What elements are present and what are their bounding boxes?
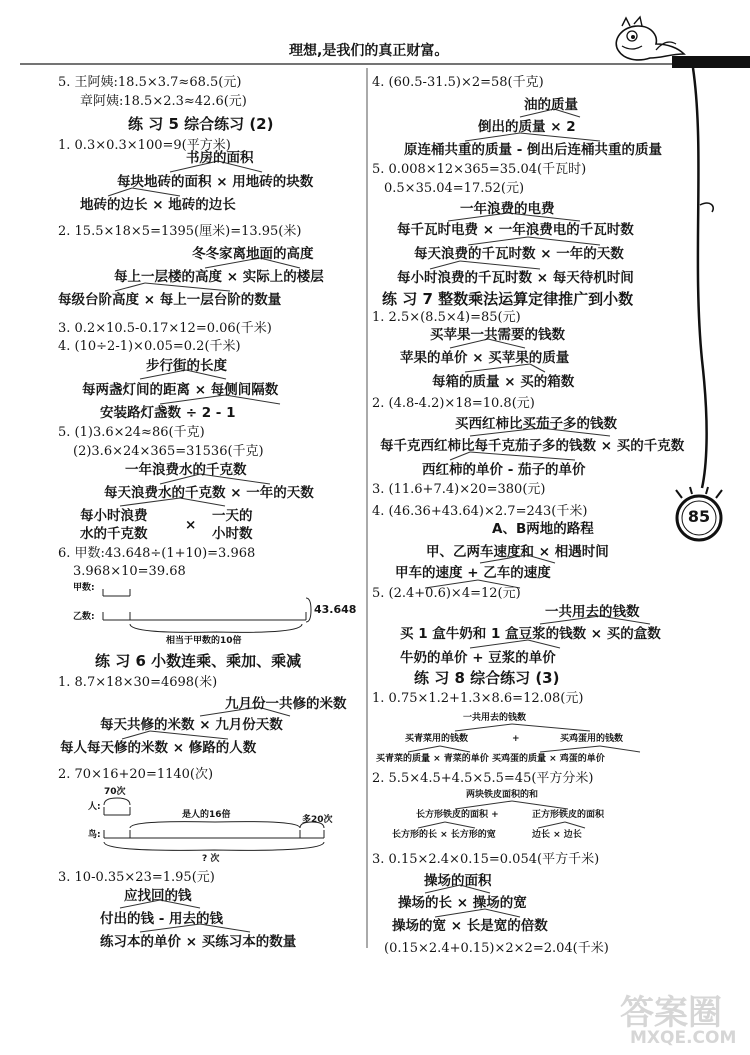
- s8-q1-diagram-plus: +: [512, 734, 520, 744]
- s5-q5-diagram-right-b: 小时数: [212, 526, 253, 542]
- s8-q3-diagram-bottom: 操场的宽 × 长是宽的倍数: [392, 918, 548, 934]
- s7-q2-diagram-bottom: 西红柿的单价 - 茄子的单价: [422, 462, 586, 478]
- s8-q3-diagram-top: 操场的面积: [424, 873, 492, 889]
- s5-q6-yi-label: 乙数:: [73, 612, 95, 622]
- section-8-title: 练 习 8 综合练习 (3): [414, 669, 560, 687]
- s8-q3-diagram-mid: 操场的长 × 操场的宽: [398, 895, 527, 911]
- s6-q1-diagram-top: 九月份一共修的米数: [225, 696, 347, 712]
- s6-q3-equation: 3. 10-0.35×23=1.95(元): [58, 870, 215, 885]
- s5-q2-diagram-mid: 每上一层楼的高度 × 实际上的楼层: [114, 269, 324, 285]
- s6-q1-equation: 1. 8.7×18×30=4698(米): [58, 675, 218, 690]
- s6-q2-16-times: 是人的16倍: [182, 810, 231, 820]
- s8-q3-final-equation: (0.15×2.4+0.15)×2×2=2.04(千米): [384, 941, 609, 956]
- s7-q4-equation: 4. (46.36+43.64)×2.7=243(千米): [372, 504, 588, 519]
- s8-q2-diagram-bottom-a: 长方形的长 × 长方形的宽: [392, 830, 496, 840]
- r-q5-diagram-2: 每千瓦时电费 × 一年浪费电的千瓦时数: [397, 222, 634, 238]
- s7-q2-diagram-top: 买西红柿比买茄子多的钱数: [455, 416, 617, 432]
- s5-q1-diagram-top: 书房的面积: [186, 150, 254, 166]
- s6-q2-niao-label: 鸟:: [88, 830, 101, 840]
- s5-q1-diagram-mid: 每块地砖的面积 × 用地砖的块数: [117, 174, 314, 190]
- section-5-title: 练 习 5 综合练习 (2): [128, 115, 274, 133]
- s7-q4-diagram-mid: 甲、乙两车速度和 × 相遇时间: [426, 544, 609, 560]
- s5-q5-diagram-left-b: 水的千克数: [80, 526, 148, 542]
- s5-q4-diagram-bottom: 安装路灯盏数 ÷ 2 - 1: [100, 405, 236, 421]
- s7-q1-diagram-top: 买苹果一共需要的钱数: [430, 327, 565, 343]
- r-q4-equation: 4. (60.5-31.5)×2=58(千克): [372, 75, 544, 90]
- s8-q1-diagram-top: 一共用去的钱数: [463, 713, 527, 723]
- s8-q1-equation: 1. 0.75×1.2+1.3×8.6=12.08(元): [372, 691, 584, 706]
- s5-q6-jia-label: 甲数:: [73, 583, 95, 593]
- s8-q2-diagram-mid-b: 正方形铁皮的面积: [532, 810, 605, 820]
- s8-q2-diagram-bottom-b: 边长 × 边长: [532, 830, 582, 840]
- s5-q5-part1: 5. (1)3.6×24≈86(千克): [58, 425, 205, 440]
- r-q4-diagram-top: 油的质量: [524, 97, 578, 113]
- s5-q5-diagram-left-a: 每小时浪费: [80, 508, 148, 524]
- s5-q2-equation: 2. 15.5×18×5=1395(厘米)=13.95(米): [58, 224, 302, 239]
- left-q5-line2: 章阿姨:18.5×2.3≈42.6(元): [80, 94, 247, 109]
- s6-q2-question: ? 次: [202, 854, 220, 864]
- section-7-title: 练 习 7 整数乘法运算定律推广到小数: [382, 290, 634, 308]
- s5-q4-diagram-top: 步行街的长度: [146, 358, 227, 374]
- s6-q2-equation: 2. 70×16+20=1140(次): [58, 767, 214, 782]
- s6-q1-diagram-bottom: 每人每天修的米数 × 修路的人数: [60, 740, 257, 756]
- s5-q4-diagram-mid: 每两盏灯间的距离 × 每侧间隔数: [82, 382, 279, 398]
- s5-q5-diagram-top: 一年浪费水的千克数: [125, 462, 247, 478]
- s5-q3-equation: 3. 0.2×10.5-0.17×12=0.06(千米): [58, 321, 272, 336]
- s7-q5-diagram-mid: 买 1 盒牛奶和 1 盒豆浆的钱数 × 买的盒数: [400, 626, 661, 642]
- r-q4-diagram-bottom: 原连桶共重的质量 - 倒出后连桶共重的质量: [404, 142, 663, 158]
- s7-q2-diagram-mid: 每千克西红柿比每千克茄子多的钱数 × 买的千克数: [380, 438, 685, 454]
- s7-q4-diagram-bottom: 甲车的速度 + 乙车的速度: [395, 565, 551, 581]
- s5-q1-diagram-bottom: 地砖的边长 × 地砖的边长: [80, 197, 236, 213]
- s7-q5-equation: 5. (2.4+0.6)×4=12(元): [372, 586, 521, 601]
- r-q4-diagram-mid: 倒出的质量 × 2: [478, 119, 576, 135]
- s7-q1-equation: 1. 2.5×(8.5×4)=85(元): [372, 310, 521, 325]
- s6-q3-diagram-top: 应找回的钱: [124, 888, 192, 904]
- left-q5-line1: 5. 王阿姨:18.5×3.7≈68.5(元): [58, 75, 242, 90]
- r-q5-diagram-3: 每天浪费的千瓦时数 × 一年的天数: [414, 246, 624, 262]
- s5-q2-diagram-bottom: 每级台阶高度 × 每上一层台阶的数量: [58, 292, 282, 308]
- s5-q6-equation-b: 3.968×10=39.68: [73, 564, 186, 579]
- dragon-mascot-icon: [608, 14, 688, 64]
- s5-q4-equation: 4. (10÷2-1)×0.05=0.2(千米): [58, 339, 241, 354]
- s8-q2-equation: 2. 5.5×4.5+4.5×5.5=45(平方分米): [372, 771, 594, 786]
- s7-q2-equation: 2. (4.8-4.2)×18=10.8(元): [372, 396, 535, 411]
- s7-q1-diagram-bottom: 每箱的质量 × 买的箱数: [432, 374, 575, 390]
- s6-q3-diagram-bottom: 练习本的单价 × 买练习本的数量: [100, 934, 297, 950]
- s6-q2-70: 70次: [104, 787, 126, 797]
- s8-q1-diagram-bottom: 买青菜的质量 × 青菜的单价 买鸡蛋的质量 × 鸡蛋的单价: [376, 754, 605, 764]
- s7-q3-equation: 3. (11.6+7.4)×20=380(元): [372, 482, 546, 497]
- r-q5-diagram-4: 每小时浪费的千瓦时数 × 每天待机时间: [397, 270, 634, 286]
- s7-q4-diagram-top: A、B两地的路程: [492, 521, 594, 537]
- s6-q3-diagram-mid: 付出的钱 - 用去的钱: [100, 911, 224, 927]
- s7-q1-diagram-mid: 苹果的单价 × 买苹果的质量: [400, 350, 570, 366]
- header-motto: 理想,是我们的真正财富。: [289, 43, 449, 59]
- r-q5-equation-b: 0.5×35.04=17.52(元): [384, 181, 525, 196]
- s8-q3-equation: 3. 0.15×2.4×0.15=0.054(平方千米): [372, 852, 600, 867]
- s5-q6-equation: 6. 甲数:43.648÷(1+10)=3.968: [58, 546, 256, 561]
- s8-q2-diagram-mid-a: 长方形铁皮的面积 +: [416, 810, 499, 820]
- s5-q5-diagram-times: ×: [185, 517, 197, 533]
- watermark-logo: 答案圈: [620, 993, 722, 1033]
- s8-q2-diagram-top: 两块铁皮面积的和: [466, 790, 539, 800]
- page-number: 85: [687, 507, 711, 526]
- s8-q1-diagram-mid-b: 买鸡蛋用的钱数: [560, 734, 624, 744]
- s5-q6-note: 相当于甲数的10倍: [166, 636, 242, 646]
- s6-q2-20-more: 多20次: [302, 815, 333, 825]
- s6-q2-ren-label: 人:: [88, 802, 101, 812]
- s5-q5-part2: (2)3.6×24×365=31536(千克): [73, 444, 264, 459]
- s7-q5-diagram-top: 一共用去的钱数: [545, 604, 640, 620]
- watermark-url: MXQE.COM: [630, 1028, 737, 1048]
- s5-q5-diagram-right-a: 一天的: [212, 508, 253, 524]
- r-q5-diagram-1: 一年浪费的电费: [460, 201, 555, 217]
- section-6-title: 练 习 6 小数连乘、乘加、乘减: [95, 652, 302, 670]
- s5-q1-equation: 1. 0.3×0.3×100=9(平方米): [58, 138, 231, 153]
- s8-q1-diagram-mid-a: 买青菜用的钱数: [405, 734, 469, 744]
- s5-q2-diagram-top: 冬冬家离地面的高度: [192, 246, 314, 262]
- r-q5-equation: 5. 0.008×12×365=35.04(千瓦时): [372, 162, 587, 177]
- s6-q1-diagram-mid: 每天共修的米数 × 九月份天数: [100, 717, 283, 733]
- s5-q6-total: 43.648: [314, 603, 357, 616]
- s7-q5-diagram-bottom: 牛奶的单价 + 豆浆的单价: [400, 650, 556, 666]
- s5-q5-diagram-mid: 每天浪费水的千克数 × 一年的天数: [104, 485, 314, 501]
